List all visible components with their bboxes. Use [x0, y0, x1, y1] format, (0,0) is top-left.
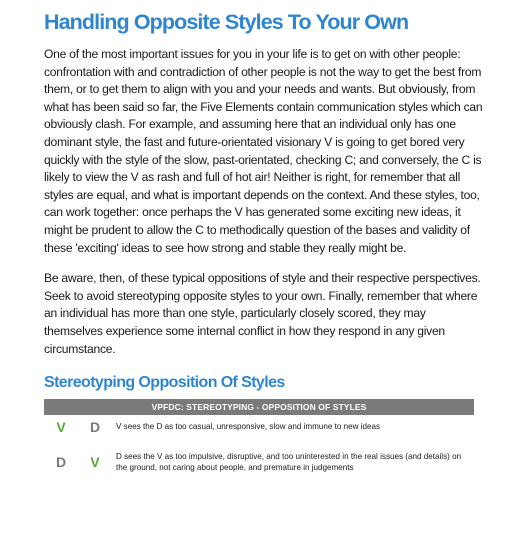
opposition-table	[44, 399, 474, 485]
style-letter-second: D	[89, 419, 101, 436]
paragraph-2: Be aware, then, of these typical oppositions of style and their respective perspectives. Seek to avoid stereotyping opposite styles to your own. Finally, remember that where an individual has more than one style, particularly closely scored, they may themselves experience some internal conflict in how they respond in any given circumstance.	[44, 271, 481, 356]
table-row	[44, 439, 474, 485]
row-description: V sees the D as too casual, unresponsive, slow and immune to new ideas	[116, 422, 381, 432]
paragraph-1: One of the most important issues for you in your life is to get on with other people: confrontation with and contradiction of other people is not the way to get the best from them, or to get them to align with you and your needs and wants. But obviously, from what has been said so far, the Five Elements contain communication styles which can obviously clash. For example, and assuming here that an individual only has one dominant style, the fast and future-orientated visionary V is going to get bored very quickly with the style of the slow, past-orientated, checking C; and conversely, the C is likely to view the V as rash and full of hot air! Neither is right, for remember that all styles are equal, and what is important depends on the context. And these styles, too, can work together: once perhaps the V has generated some exciting new ideas, it might be prudent to allow the C to methodically question of the bases and validity of these 'exciting' ideas to see how strong and stable they really might be.	[44, 47, 483, 255]
row-description: D sees the V as too impulsive, disruptive, and too uninterested in the real issues (and details) on the ground, not caring about people, and premature in judgements	[116, 451, 462, 473]
style-letter-first: D	[55, 454, 67, 471]
table-row	[44, 415, 474, 439]
style-letter-first: V	[56, 419, 66, 436]
style-letter-second: V	[90, 454, 100, 471]
table-header: VPFDC: STEREOTYPING - OPPOSITION OF STYLES	[44, 399, 474, 415]
document-page	[44, 8, 484, 485]
section-subtitle: Stereotyping Opposition Of Styles	[44, 374, 285, 392]
page-title: Handling Opposite Styles To Your Own	[44, 10, 409, 34]
